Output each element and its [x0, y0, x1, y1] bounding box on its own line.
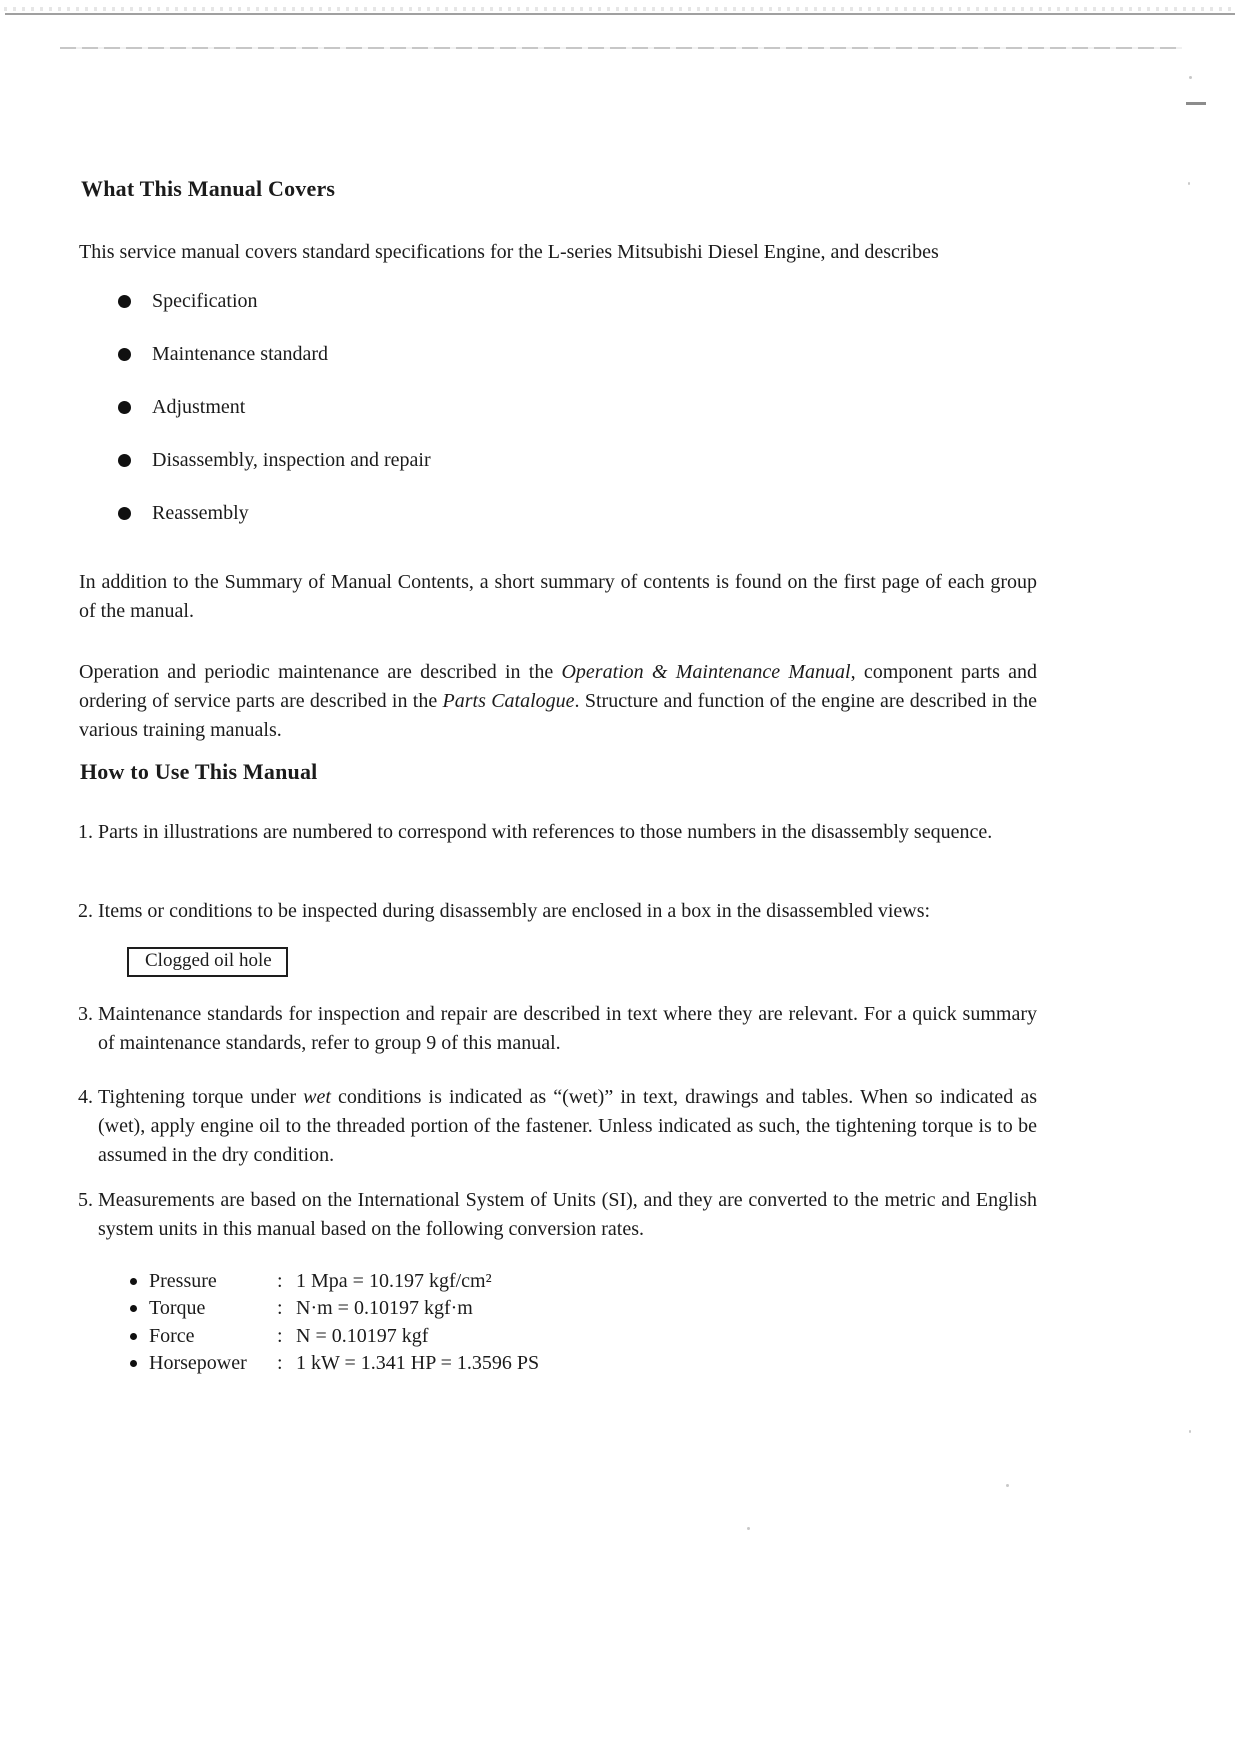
coverage-list — [118, 290, 818, 555]
item-text: Parts in illustrations are numbered to correspond with references to those numbers in the disassembly sequence. — [98, 821, 993, 843]
conversion-row — [130, 1350, 539, 1377]
scan-speck — [1189, 76, 1192, 79]
list-item — [118, 502, 818, 524]
list-item — [118, 343, 818, 365]
conversion-separator: : — [277, 1297, 283, 1320]
item-text: Maintenance standards for inspection and repair are described in text where they are relevant. For a quick summary of maintenance standards, refer to group 9 of this manual. — [98, 1003, 1037, 1054]
item-text: Tightening torque under wet conditions is indicated as “(wet)” in text, drawings and tables. When so indicated as (wet), apply engine oil to the threaded portion of the fastener. Unless indicated as such, the tightening torque is to be assumed in the dry condition. — [98, 1086, 1037, 1166]
list-item — [118, 449, 818, 471]
bullet-icon — [130, 1305, 137, 1312]
bullet-icon — [118, 507, 131, 520]
list-item-label: Maintenance standard — [152, 342, 329, 365]
item-number: 4. — [78, 1086, 93, 1108]
intro-paragraph: This service manual covers standard specifications for the L-series Mitsubishi Diesel Engine, and describes — [79, 241, 939, 263]
bullet-icon — [130, 1333, 137, 1340]
conversion-name: Torque — [149, 1297, 206, 1320]
conversion-separator: : — [277, 1324, 283, 1347]
bullet-icon — [130, 1360, 137, 1367]
numbered-item — [78, 1000, 1037, 1058]
list-item-label: Disassembly, inspection and repair — [152, 448, 431, 471]
bullet-icon — [118, 401, 131, 414]
item-number: 5. — [78, 1189, 93, 1211]
conversion-row — [130, 1323, 539, 1350]
clogged-oil-hole-box — [127, 947, 288, 977]
paragraph-related-manuals: Operation and periodic maintenance are described in the Operation & Maintenance Manual, component parts and ordering of service parts are described in the Parts Catalogue. Structure and function of the engine are described in the various training manuals. — [79, 661, 1038, 741]
item-number: 3. — [78, 1003, 93, 1025]
conversion-value: N·m = 0.10197 kgf·m — [296, 1297, 473, 1320]
scan-speck — [1189, 1430, 1191, 1433]
numbered-item — [78, 818, 1037, 847]
scan-noise-band — [4, 7, 1236, 11]
paragraph-summary: In addition to the Summary of Manual Contents, a short summary of contents is found on the first page of each group of the manual. — [79, 571, 1037, 622]
scan-artifact-line-faint — [60, 47, 1182, 49]
item-text: Items or conditions to be inspected during disassembly are enclosed in a box in the disassembled views: — [98, 900, 931, 922]
scan-artifact-line-top — [5, 13, 1235, 15]
numbered-item — [78, 897, 1037, 926]
conversion-value: N = 0.10197 kgf — [296, 1324, 429, 1347]
conversion-list — [130, 1268, 539, 1377]
item-text: Measurements are based on the International System of Units (SI), and they are converted to the metric and English system units in this manual based on the following conversion rates. — [98, 1189, 1037, 1240]
conversion-value: 1 kW = 1.341 HP = 1.3596 PS — [296, 1352, 540, 1375]
list-item — [118, 290, 818, 312]
conversion-value: 1 Mpa = 10.197 kgf/cm² — [296, 1270, 492, 1293]
section-title-what-covers: What This Manual Covers — [81, 176, 336, 201]
scan-speck — [1006, 1484, 1009, 1487]
conversion-name: Pressure — [149, 1270, 217, 1293]
item-number: 1. — [78, 821, 93, 843]
numbered-item — [78, 1186, 1037, 1244]
list-item-label: Reassembly — [152, 501, 249, 524]
list-item-label: Specification — [152, 289, 258, 312]
bullet-icon — [118, 348, 131, 361]
section-title-how-to-use: How to Use This Manual — [80, 759, 318, 784]
conversion-separator: : — [277, 1352, 283, 1375]
conversion-name: Horsepower — [149, 1352, 247, 1375]
numbered-item — [78, 1083, 1037, 1170]
scan-artifact-dash — [1186, 102, 1206, 105]
bullet-icon — [118, 295, 131, 308]
item-number: 2. — [78, 900, 93, 922]
list-item — [118, 396, 818, 418]
conversion-row — [130, 1268, 539, 1295]
list-item-label: Adjustment — [152, 395, 246, 418]
box-label: Clogged oil hole — [145, 950, 272, 971]
bullet-icon — [130, 1278, 137, 1285]
bullet-icon — [118, 454, 131, 467]
conversion-name: Force — [149, 1324, 195, 1347]
scan-speck — [1188, 182, 1190, 185]
conversion-separator: : — [277, 1270, 283, 1293]
scan-speck — [747, 1527, 750, 1530]
conversion-row — [130, 1295, 539, 1322]
